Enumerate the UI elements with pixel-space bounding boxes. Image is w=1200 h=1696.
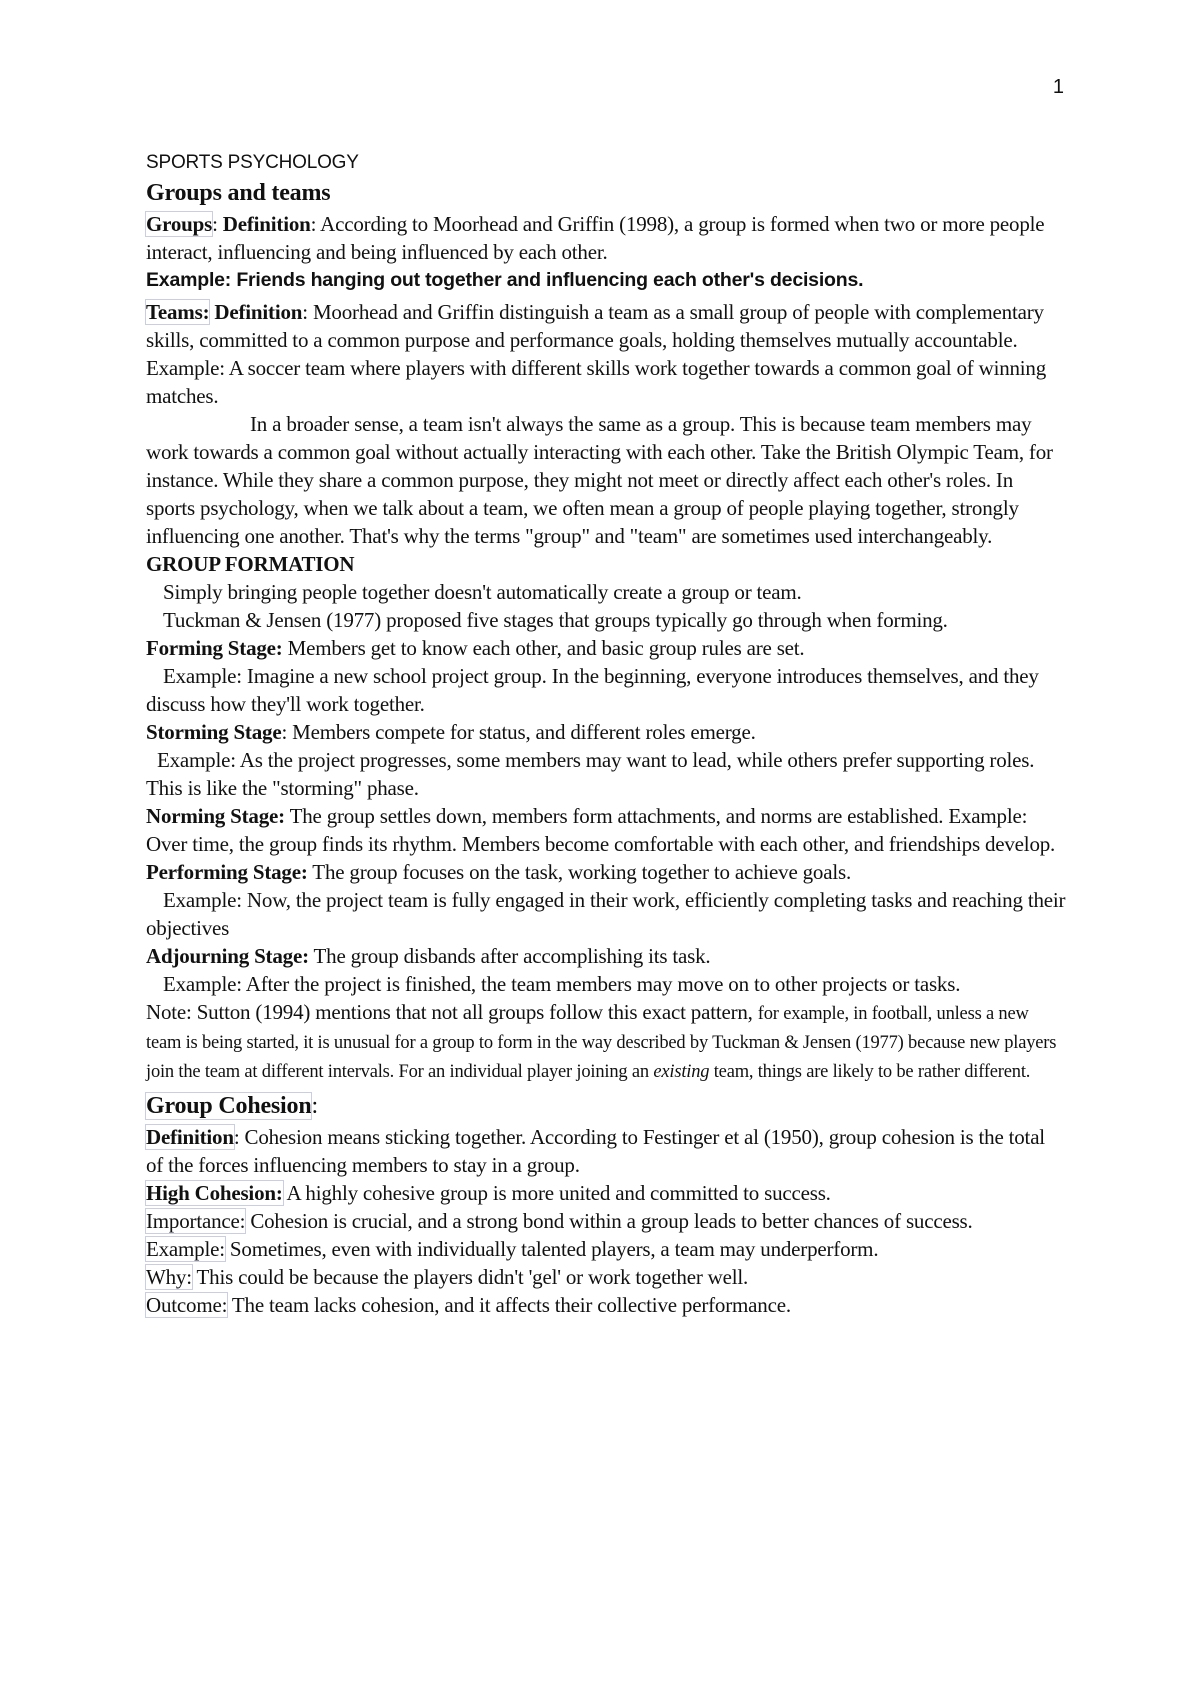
groups-colon: :: [212, 212, 223, 236]
teams-label: Teams:: [146, 300, 210, 324]
forming-example-text: Example: Imagine a new school project group. In the beginning, everyone introduces themselves, and they discuss how they'll work together.: [146, 664, 1039, 716]
performing-example: [146, 886, 1066, 942]
storming-example-text: Example: As the project progresses, some members may want to lead, while others prefer supporting roles. This is like the "storming" phase.: [146, 748, 1035, 800]
cohesion-definition: [146, 1123, 1066, 1179]
sutton-note: [146, 998, 1066, 1085]
importance-label: Importance:: [146, 1209, 246, 1233]
page-number: 1: [1052, 76, 1064, 98]
adjourning-example: [146, 970, 1066, 998]
formation-intro-2-text: Tuckman & Jensen (1977) proposed five stages that groups typically go through when forming.: [163, 608, 948, 632]
forming-example: [146, 662, 1066, 718]
group-cohesion-colon: :: [311, 1093, 318, 1119]
teams-definition-paragraph: [146, 298, 1066, 354]
storming-example: [146, 746, 1066, 802]
cohesion-why: [146, 1263, 1066, 1291]
groups-definition-label: Definition: [222, 212, 311, 236]
performing-example-text: Example: Now, the project team is fully engaged in their work, efficiently completing tasks and reaching their objectives: [146, 888, 1066, 940]
adjourning-example-text: Example: After the project is finished, the team members may move on to other projects or tasks.: [163, 972, 961, 996]
heading-group-cohesion: [146, 1089, 1066, 1123]
cohesion-example: [146, 1235, 1066, 1263]
sutton-note-italic: existing: [653, 1062, 710, 1082]
why-text: This could be because the players didn't 'gel' or work together well.: [191, 1265, 749, 1289]
groups-definition-text: : According to Moorhead and Griffin (1998), a group is formed when two or more people interact, influencing and being influenced by each other.: [146, 212, 1045, 264]
outcome-label: Outcome:: [146, 1293, 228, 1317]
groups-example: Example: Friends hanging out together and influencing each other's decisions.: [146, 269, 864, 291]
document-title: SPORTS PSYCHOLOGY: [146, 152, 359, 173]
norming-stage-text: The group settles down, members form attachments, and norms are established. Example: Over time, the group finds its rhythm. Members become comfortable with each other, and friendships develop.: [146, 804, 1056, 856]
forming-stage-label: Forming Stage:: [146, 636, 283, 660]
adjourning-stage-label: Adjourning Stage:: [146, 944, 309, 968]
storming-stage-label: Storming Stage: [146, 720, 282, 744]
high-cohesion-text: A highly cohesive group is more united and committed to success.: [282, 1181, 831, 1205]
norming-stage-label: Norming Stage:: [146, 804, 285, 828]
groups-definition-paragraph: [146, 210, 1066, 266]
adjourning-stage: [146, 942, 1066, 970]
performing-stage: [146, 858, 1066, 886]
sutton-note-small-2: team, things are likely to be rather different.: [709, 1062, 1031, 1082]
sutton-note-lead: Note: Sutton (1994) mentions that not all groups follow this exact pattern,: [146, 1000, 758, 1024]
formation-intro-2: [146, 606, 1066, 634]
cohesion-outcome: [146, 1291, 1066, 1319]
importance-text: Cohesion is crucial, and a strong bond within a group leads to better chances of success.: [245, 1209, 973, 1233]
cohesion-definition-label: Definition: [146, 1125, 234, 1149]
cohesion-example-label: Example:: [146, 1237, 225, 1261]
norming-stage: [146, 802, 1066, 858]
broader-sense-paragraph: [146, 410, 1066, 550]
high-cohesion-label: High Cohesion:: [146, 1181, 283, 1205]
performing-stage-text: The group focuses on the task, working together to achieve goals.: [307, 860, 851, 884]
formation-intro-1: [146, 578, 1066, 606]
document-body: [146, 150, 1066, 1319]
groups-label: Groups: [146, 212, 213, 236]
adjourning-stage-text: The group disbands after accomplishing its task.: [308, 944, 711, 968]
cohesion-definition-text: : Cohesion means sticking together. According to Festinger et al (1950), group cohesion is the total of the forces influencing members to stay in a group.: [146, 1125, 1045, 1177]
cohesion-example-text: Sometimes, even with individually talented players, a team may underperform.: [224, 1237, 879, 1261]
forming-stage: [146, 634, 1066, 662]
storming-stage: [146, 718, 1066, 746]
heading-groups-and-teams: Groups and teams: [146, 180, 331, 206]
performing-stage-label: Performing Stage:: [146, 860, 308, 884]
heading-group-formation: GROUP FORMATION: [146, 552, 355, 576]
why-label: Why:: [146, 1265, 192, 1289]
teams-definition-label: Definition: [214, 300, 303, 324]
teams-example: Example: A soccer team where players with different skills work together towards a common goal of winning matches.: [146, 356, 1047, 408]
teams-definition-text: : Moorhead and Griffin distinguish a team as a small group of people with complementary skills, committed to a common purpose and performance goals, holding themselves mutually accountable.: [146, 300, 1044, 352]
formation-intro-1-text: Simply bringing people together doesn't automatically create a group or team.: [163, 580, 802, 604]
outcome-text: The team lacks cohesion, and it affects their collective performance.: [227, 1293, 791, 1317]
storming-stage-text: : Members compete for status, and different roles emerge.: [281, 720, 756, 744]
broader-sense-text: In a broader sense, a team isn't always the same as a group. This is because team members may work towards a common goal without actually interacting with each other. Take the British Olympic Team, for instance. While they share a common purpose, they might not meet or directly affect each other's roles. In sports psychology, when we talk about a team, we often mean a group of people playing together, strongly influencing one another. That's why the terms "group" and "team" are sometimes used interchangeably.: [146, 412, 1053, 548]
group-cohesion-title: Group Cohesion: [146, 1093, 312, 1119]
forming-stage-text: Members get to know each other, and basic group rules are set.: [282, 636, 805, 660]
sutton-note-small-1: for example, in football, unless a new team is being started, it is unusual for a group to form in the way described by Tuckman & Jensen (1977) because new players join the team at different intervals. For an individual player joining an: [146, 1004, 1057, 1082]
cohesion-importance: [146, 1207, 1066, 1235]
high-cohesion: [146, 1179, 1066, 1207]
